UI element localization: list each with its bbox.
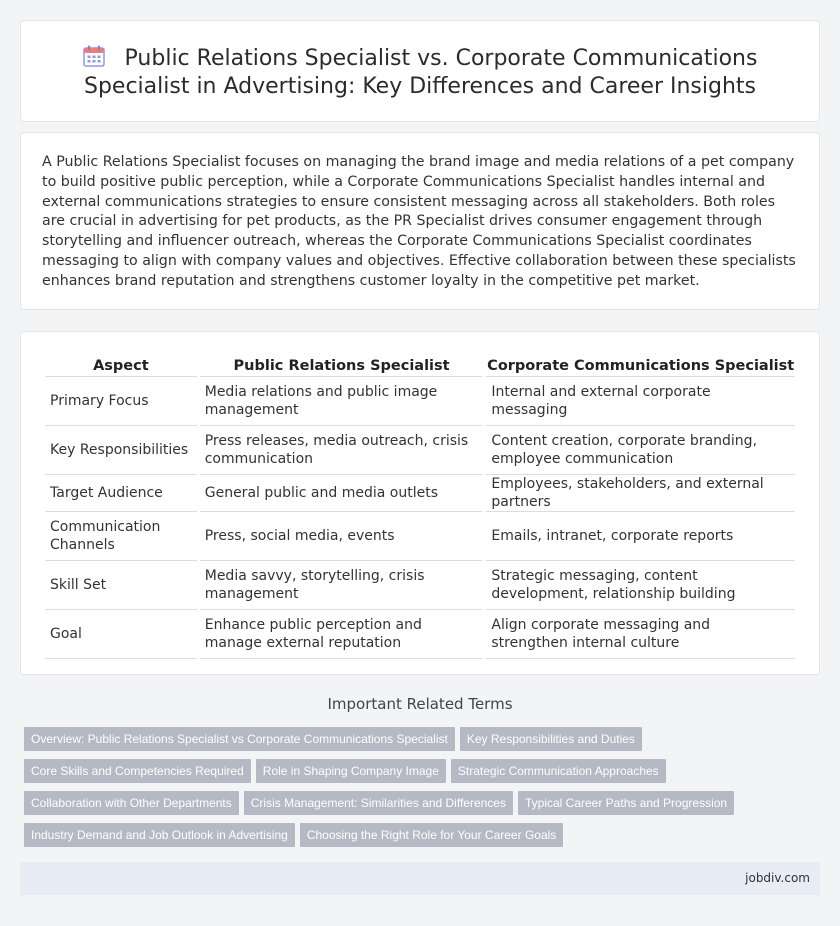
row-aspect: Skill Set bbox=[45, 561, 197, 610]
page-title-text: Public Relations Specialist vs. Corporate Communications Specialist in Advertising: Key Differences and Career Insights bbox=[83, 46, 758, 99]
intro-paragraph: A Public Relations Specialist focuses on managing the brand image and media relations of a pet company to build positive public perception, while a Corporate Communications Specialist handles internal and external communications strategies to ensure consistent messaging across all stakeholders. Both roles are crucial in advertising for pet products, as the PR Specialist drives consumer engagement through storytelling and influencer outreach, whereas the Corporate Communications Specialist coordinates messaging to align with company values and objectives. Effective collaboration between these specialists enhances brand reputation and strengthens customer loyalty in the competitive pet market. bbox=[42, 154, 796, 289]
related-terms-list bbox=[24, 727, 824, 855]
related-term-tag[interactable]: Typical Career Paths and Progression bbox=[518, 791, 734, 815]
tag-row bbox=[24, 823, 824, 855]
table-row bbox=[45, 561, 795, 610]
row-cc-value: Internal and external corporate messaging bbox=[486, 377, 795, 426]
footer bbox=[20, 862, 820, 895]
row-aspect: Key Responsibilities bbox=[45, 426, 197, 475]
related-term-tag[interactable]: Choosing the Right Role for Your Career Goals bbox=[300, 823, 563, 847]
related-term-tag[interactable]: Crisis Management: Similarities and Differences bbox=[244, 791, 513, 815]
header-aspect: Aspect bbox=[45, 352, 197, 377]
row-cc-value: Content creation, corporate branding, employee communication bbox=[486, 426, 795, 475]
row-pr-value: Press, social media, events bbox=[200, 512, 484, 561]
header-corp-comm-specialist: Corporate Communications Specialist bbox=[486, 352, 795, 377]
comparison-card bbox=[20, 331, 820, 675]
related-term-tag[interactable]: Key Responsibilities and Duties bbox=[460, 727, 642, 751]
related-terms-heading: Important Related Terms bbox=[327, 695, 513, 713]
table-row bbox=[45, 512, 795, 561]
footer-site-link[interactable]: jobdiv.com bbox=[745, 871, 810, 885]
table-header-row bbox=[45, 352, 795, 377]
related-term-tag[interactable]: Industry Demand and Job Outlook in Advertising bbox=[24, 823, 295, 847]
table-row bbox=[45, 377, 795, 426]
tag-row bbox=[24, 791, 824, 823]
table-row bbox=[45, 610, 795, 659]
header-pr-specialist: Public Relations Specialist bbox=[200, 352, 484, 377]
row-cc-value: Emails, intranet, corporate reports bbox=[486, 512, 795, 561]
related-term-tag[interactable]: Core Skills and Competencies Required bbox=[24, 759, 251, 783]
related-term-tag[interactable]: Role in Shaping Company Image bbox=[256, 759, 446, 783]
row-pr-value: Media savvy, storytelling, crisis management bbox=[200, 561, 484, 610]
row-aspect: Primary Focus bbox=[45, 377, 197, 426]
table-row bbox=[45, 475, 795, 512]
related-term-tag[interactable]: Collaboration with Other Departments bbox=[24, 791, 239, 815]
row-cc-value: Employees, stakeholders, and external partners bbox=[486, 475, 795, 512]
row-aspect: Goal bbox=[45, 610, 197, 659]
table-row bbox=[45, 426, 795, 475]
tag-row bbox=[24, 727, 824, 759]
calendar-icon bbox=[83, 45, 105, 67]
intro-card bbox=[20, 132, 820, 310]
row-pr-value: General public and media outlets bbox=[200, 475, 484, 512]
row-pr-value: Enhance public perception and manage external reputation bbox=[200, 610, 484, 659]
row-pr-value: Media relations and public image management bbox=[200, 377, 484, 426]
comparison-table bbox=[42, 352, 798, 659]
related-term-tag[interactable]: Overview: Public Relations Specialist vs Corporate Communications Specialist bbox=[24, 727, 455, 751]
row-aspect: Communication Channels bbox=[45, 512, 197, 561]
row-aspect: Target Audience bbox=[45, 475, 197, 512]
row-cc-value: Strategic messaging, content development, relationship building bbox=[486, 561, 795, 610]
row-cc-value: Align corporate messaging and strengthen internal culture bbox=[486, 610, 795, 659]
related-term-tag[interactable]: Strategic Communication Approaches bbox=[451, 759, 666, 783]
tag-row bbox=[24, 759, 824, 791]
page-title bbox=[61, 45, 779, 101]
row-pr-value: Press releases, media outreach, crisis communication bbox=[200, 426, 484, 475]
title-card bbox=[20, 20, 820, 122]
